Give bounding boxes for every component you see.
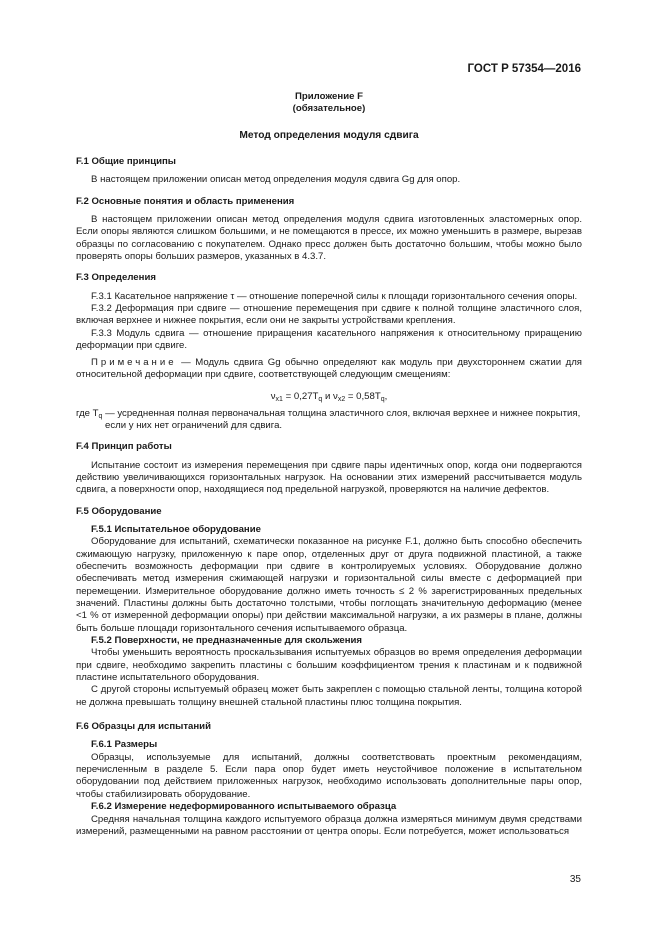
- standard-number: ГОСТ Р 57354—2016: [467, 63, 581, 75]
- formula-where: [76, 408, 582, 433]
- formula: [76, 391, 582, 403]
- section-f2-text: В настоящем приложении описан метод определения модуля сдвига изготовленных эластомерных опор. Если опоры являются слишком большими, и не помещаются в прессе, их можно уменьшить в размере, вырезав образцы по согласованию с покупателем. Однако пресс должен быть достаточно большим, чтобы можно было проверять опоры больших размеров, указанных в 4.3.7.: [76, 214, 582, 263]
- section-f4-text: Испытание состоит из измерения перемещения при сдвиге пары идентичных опор, когда они подвергаются действию увеличивающихся горизонтальных нагрузок. На основании этих измерений рассчитывается модуль сдвига, а поверхности опор, находящиеся под предельной нагрузкой, проверяются на наличие дефектов.: [76, 459, 582, 496]
- where-label: где T: [76, 407, 99, 419]
- section-f6-1-text: Образцы, используемые для испытаний, должны соответствовать проектным рекомендациям, перечисленным в разделе 5. Если пара опор будет иметь неустойчивое положение в испытательном оборудовании под действием приложенных нагрузок, необходимо использовать дополнительные пары опор, чтобы стабилизировать оборудование.: [76, 751, 582, 800]
- formula-and: и ν: [322, 391, 338, 403]
- definition-f3-2: F.3.2 Деформация при сдвиге — отношение перемещения при сдвиге к полной толщине эластичного слоя, включая верхнее и нижнее покрытия, если они не закрыты устройствами крепления.: [76, 303, 582, 327]
- appendix-heading: Метод определения модуля сдвига: [239, 129, 419, 141]
- definition-f3-3: F.3.3 Модуль сдвига — отношение приращения касательного напряжения к относительному приращению деформации при сдвиге.: [76, 327, 582, 352]
- section-f2-heading: F.2 Основные понятия и область применения: [76, 195, 295, 207]
- formula-sub-q2: q: [380, 396, 385, 404]
- definition-f3-1: F.3.1 Касательное напряжение τ — отношение поперечной силы к площади горизонтального сечения опоры.: [91, 290, 578, 302]
- section-f6-heading: F.6 Образцы для испытаний: [76, 721, 211, 733]
- formula-part1: = 0,27T: [282, 391, 319, 403]
- section-f6-1-heading: F.6.1 Размеры: [91, 739, 158, 751]
- where-sub: q: [98, 412, 103, 420]
- section-f5-2-text: Чтобы уменьшить вероятность проскальзывания испытуемых образцов во время определения деформации при сдвиге, необходимо закрепить пластины с большим коэффициентом трения к пластинам и к подвижной пластине испытательного оборудования.: [76, 647, 582, 684]
- section-f5-2-text-2: С другой стороны испытуемый образец может быть закреплен с помощью стальной ленты, толщина которой не должна превышать толщину внешней стальной пластины плюс толщина покрытия.: [76, 684, 582, 708]
- section-f5-2-heading: F.5.2 Поверхности, не предназначенные для скольжения: [91, 635, 363, 647]
- section-f1-heading: F.1 Общие принципы: [76, 156, 176, 168]
- formula-part2: = 0,58T: [345, 391, 381, 403]
- section-f5-heading: F.5 Оборудование: [76, 505, 162, 517]
- page-number: 35: [569, 874, 581, 885]
- formula-sub-x1: x1: [275, 396, 283, 404]
- where-text: — усредненная полная первоначальная толщина эластичного слоя, включая верхнее и нижнее покрытия,: [102, 407, 581, 419]
- note-label: Примечание: [91, 356, 177, 368]
- where-text-continued: если у них нет ограничений для сдвига.: [105, 419, 283, 431]
- formula-sub-q1: q: [318, 396, 323, 404]
- formula-end: ,: [384, 391, 388, 403]
- note-text: — Модуль сдвига Gg обычно определяют как модуль при двухстороннем сжатии для относительной деформации при сдвиге, соответствующей следующим смещениям:: [76, 356, 582, 380]
- appendix-title: Приложение F: [295, 91, 363, 102]
- section-f6-2-text: Средняя начальная толщина каждого испытуемого образца должна измеряться минимум двумя средствами измерений, размещенными на равном расстоянии от центра опоры. Если потребуется, может использоваться: [76, 813, 582, 837]
- formula-sub-x2: x2: [337, 396, 346, 404]
- section-f4-heading: F.4 Принцип работы: [76, 441, 172, 453]
- where-block: [76, 408, 580, 433]
- page-content: [76, 91, 582, 838]
- section-f5-1-text: Оборудование для испытаний, схематически показанное на рисунке F.1, должно быть способно обеспечить сжимающую нагрузку, приложенную к паре опор, отделенных друг от друга подвижной пластиной, а также обеспечить возможность деформации при сдвиге в контролируемых условиях. Оборудование должно обеспечивать метод измерения сжимающей нагрузки и горизонтальной силы вместе с деформацией при перемещении. Измерительное оборудование должно иметь точность ≤ 2 % зарегистрированных предельных значений. Пластины должны быть достаточно толстыми, чтобы поглощать значительную деформацию (менее <1 % от измеренной деформации опоры) при действии максимальной нагрузки, а их размеры в плане, должны быть больше площади горизонтального сечения испытываемого образца.: [76, 536, 582, 634]
- section-f5-1-heading: F.5.1 Испытательное оборудование: [91, 523, 261, 535]
- note: [76, 357, 582, 382]
- section-f3-heading: F.3 Определения: [76, 272, 156, 284]
- appendix-status: (обязательное): [292, 103, 366, 115]
- section-f6-2-heading: F.6.2 Измерение недеформированного испытываемого образца: [91, 801, 397, 813]
- section-f1-text: В настоящем приложении описан метод определения модуля сдвига Gg для опор.: [91, 174, 461, 186]
- formula-nu: ν: [270, 391, 276, 403]
